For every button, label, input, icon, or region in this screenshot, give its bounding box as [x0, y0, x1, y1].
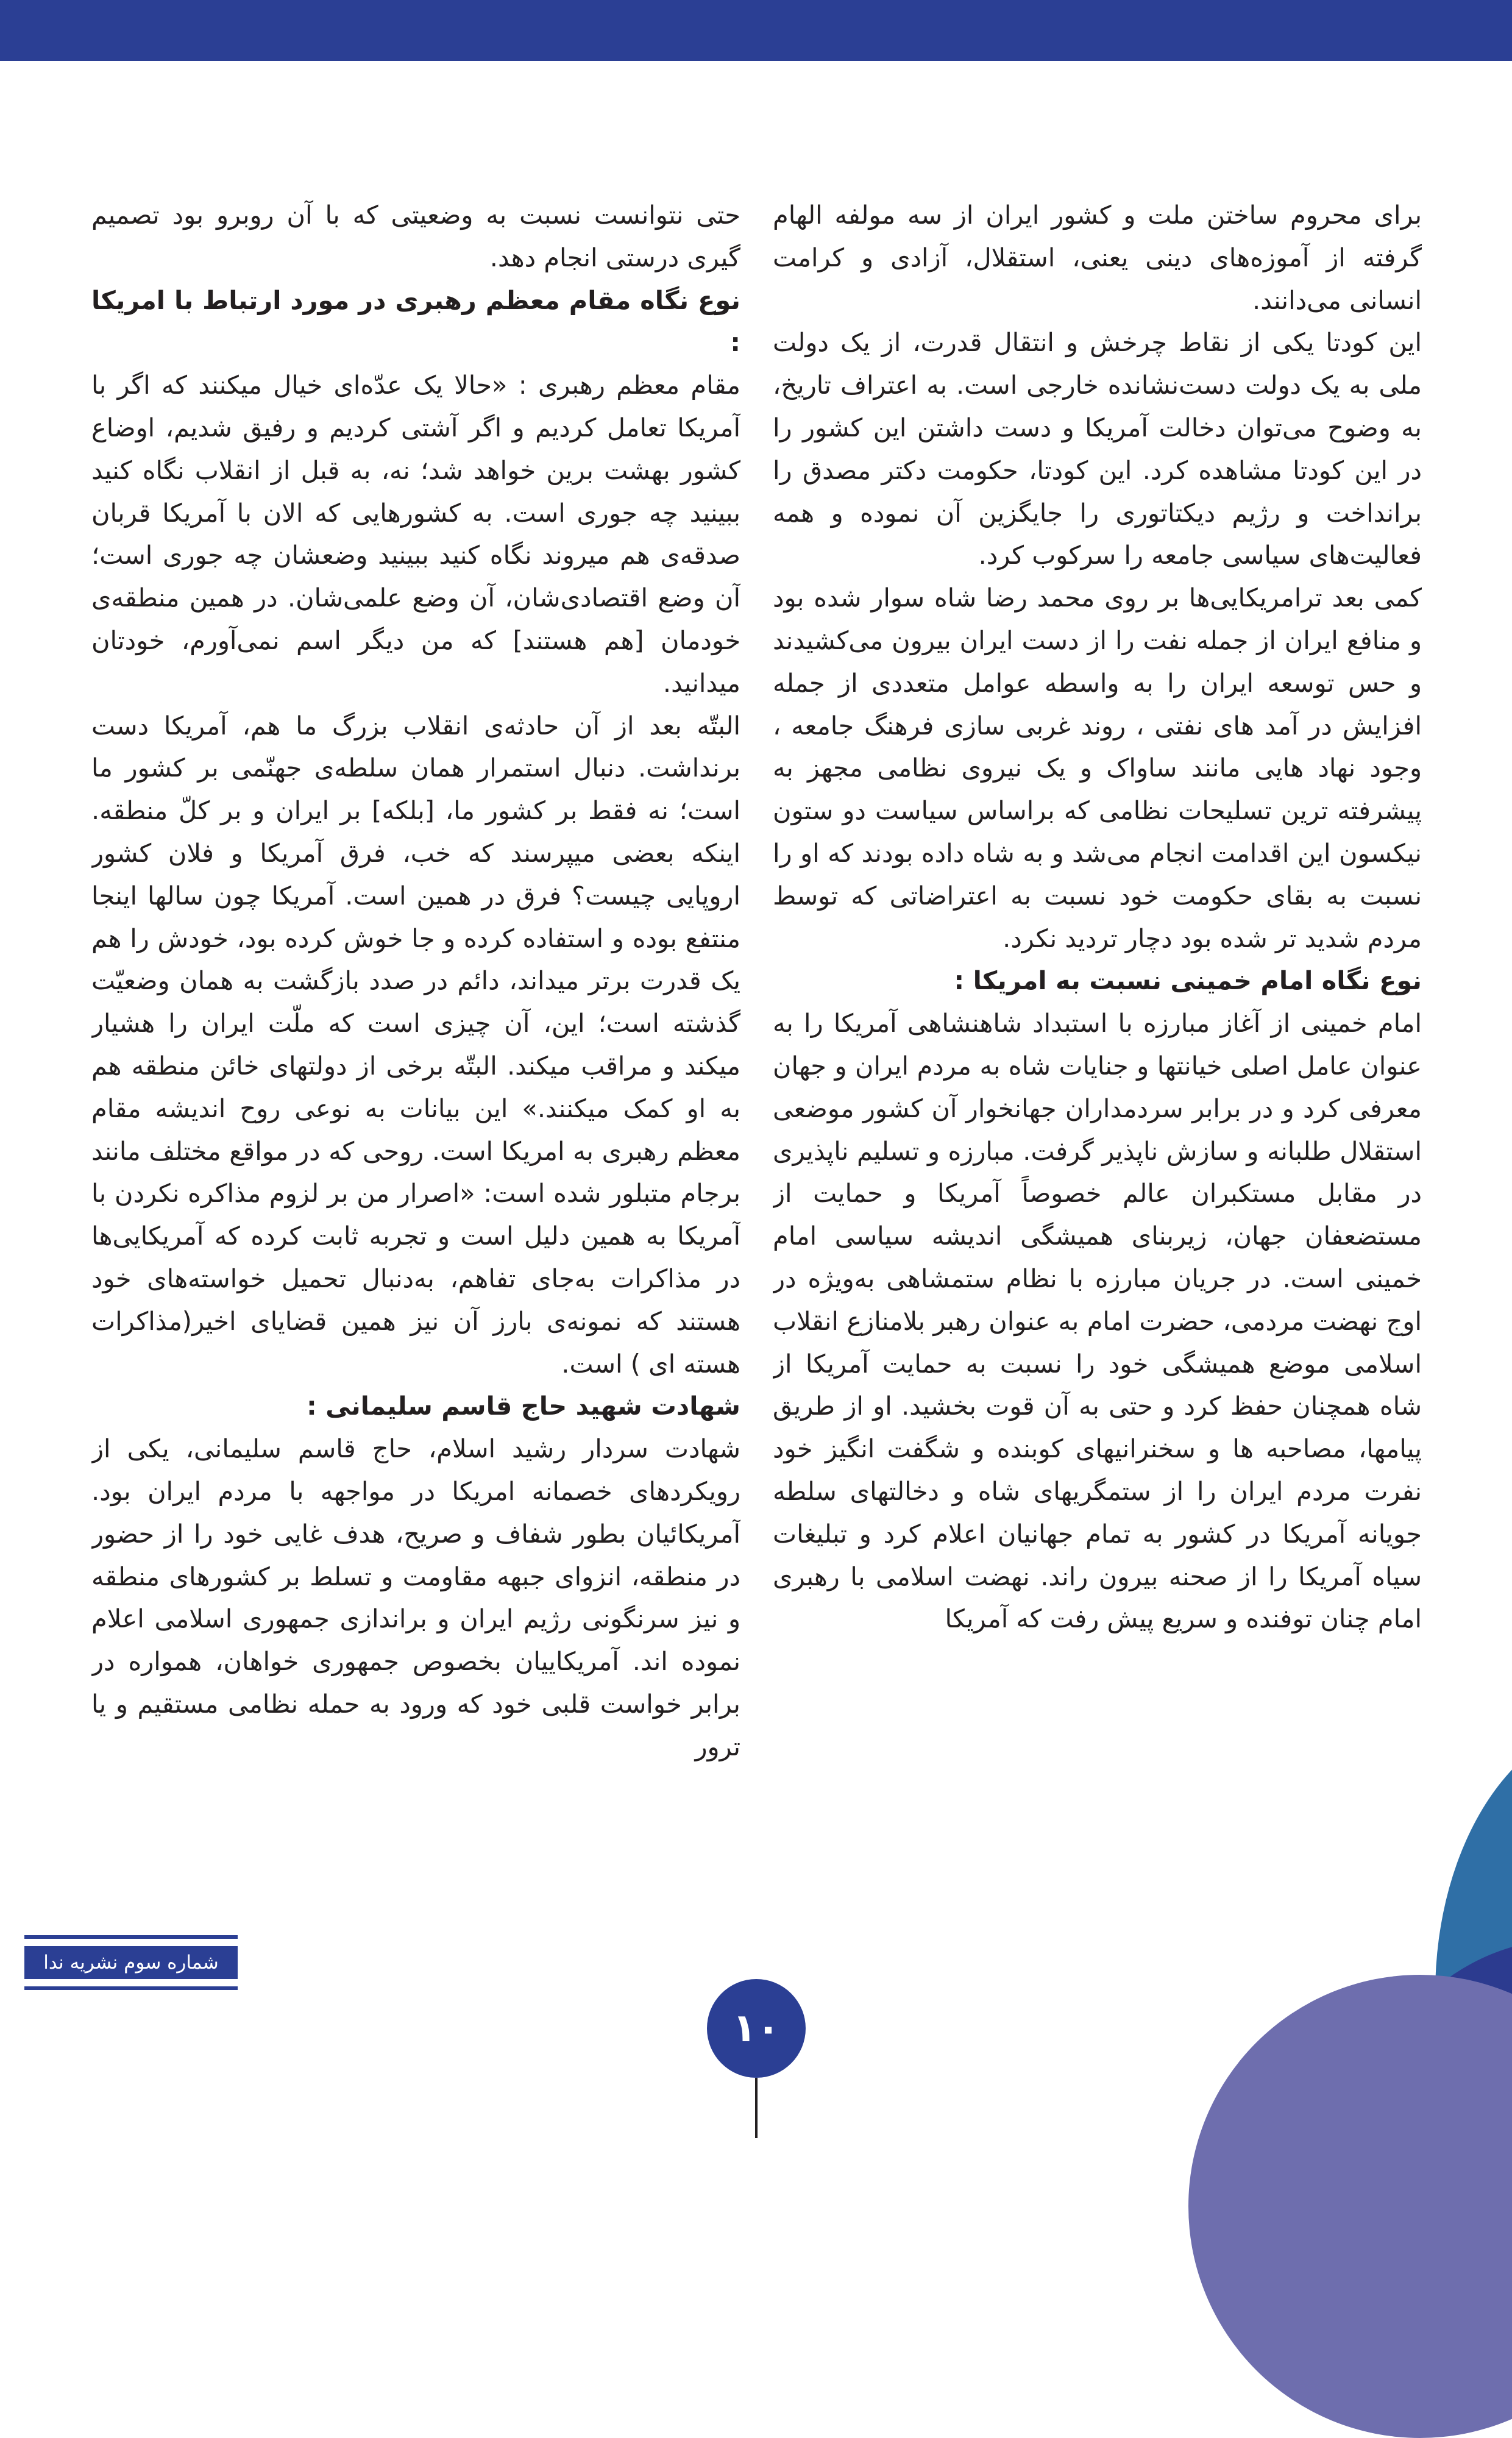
- paragraph: برای محروم ساختن ملت و کشور ایران از سه مولفه الهام گرفته از آموزه‌های دینی یعنی، استقلال، آزادی و کرامت انسانی می‌دانند.: [773, 200, 1422, 315]
- top-header-bar: [0, 0, 1512, 61]
- page-number-line: [755, 2078, 758, 2138]
- paragraph: این کودتا یکی از نقاط چرخش و انتقال قدرت، از یک دولت ملی به یک دولت دست‌نشانده خارجی است. به اعتراف تاریخ، به وضوح می‌توان دخالت آمریکا و دست داشتن این کشور را در این کودتا مشاهده کرد. این کودتا، حکومت دکتر مصدق را براندا‌خت و رژیم دیکتاتوری را جایگزین آن نموده و همه فعالیت‌های سیاسی جامعه را سرکوب کرد.: [773, 327, 1422, 570]
- paragraph: امام خمینی از آغاز مبارزه با استبداد شاهنشاهی آمریکا را به عنوان عامل اصلی خیانتها و جنایات شاه به مردم ایران و جهان معرفی کرد و در برابر سردمداران جهانخوار آن کشور موضعی استقلال طلبانه و سازش ناپذیر گرفت. مبارزه و تسلیم ناپذیری در مقابل مستکبران عالم خصوصاً آمریکا و حمایت از مستضعفان جهان، زیربنای همیشگی اندیشه سیاسی امام خمینی است. در جریان مبارزه با نظام ستمشاهی به‌ویژه در اوج نهضت مردمی، حضرت امام به عنوان رهبر بلامنازع انقلاب اسلامی موضع همیشگی خود را نسبت به حمایت آمریکا از شاه همچنان حفظ کرد و حتی به آن قوت بخشید. او از طریق پیامها، مصاحبه ها و سخنرانیهای کوبنده و شگفت انگیز خود نفرت مردم ایران را از ستمگریهای شاه و دخالتهای سلطه جویانه آمریکا در کشور به تمام جهانیان اعلام کرد و تبلیغات سیاه آمریکا را از صحنه بیرون راند. نهضت اسلامی با رهبری امام چنان توفنده و سریع پیش رفت که آمریکا: [773, 1008, 1422, 1634]
- section-heading: نوع نگاه امام خمینی نسبت به امریکا :: [954, 965, 1422, 996]
- section-heading: شهادت شهید حاج قاسم سلیمانی :: [307, 1391, 740, 1421]
- paragraph: شهادت سردار رشید اسلام، حاج قاسم سلیمانی، یکی از رویکردهای خصمانه امریکا در مواجهه با مردم ایران بود. آمریکائیان بطور شفاف و صریح، هدف غایی خود را از حضور در منطقه، انزوای جبهه مقاومت و تسلط بر کشورهای منطقه و نیز سرنگونی رژیم ایران و براندازی جمهوری اسلامی اعلام نموده اند. آمریکاییان بخصوص جمهوری خواهان، همواره در برابر خواست قلبی خود که ورود به حمله نظامی مستقیم و یا ترور: [91, 1434, 740, 1761]
- left-text-column: [91, 194, 740, 1876]
- paragraph: مقام معظم رهبری : «حالا یک عدّه‌ای خیال میکنند که اگر با آمریکا تعامل کردیم و اگر آشتی کردیم و رفیق شدیم، اوضاع کشور بهشت برین خواهد شد؛ نه، به قبل از انقلاب نگاه کنید ببینید چه جوری است. به کشورهایی که الان با آمریکا قربان صدقه‌ی هم میروند نگاه کنید ببینید وضعشان چه جوری است؛ آن وضع اقتصادی‌شان، آن وضع علمی‌شان. در همین منطقه‌ی خودمان [هم هستند] که من دیگر اسم نمی‌آورم، خودتان میدانید.: [91, 370, 740, 698]
- paragraph: البتّه بعد از آن حادثه‌ی انقلاب بزرگ ما هم، آمریکا دست برنداشت. دنبال استمرار همان سلطه‌ی جهنّمی بر کشور ما است؛ نه فقط بر کشور ما، [بلکه] بر ایران و بر کلّ منطقه. اینکه بعضی میپرسند که خب، فرق آمریکا و فلان کشور اروپایی چیست؟ فرق در همین است. آمریکا چون سالها اینجا منتفع بوده و استفاده کرده و جا خوش کرده بود، خودش را هم یک قدرت برتر میداند، دائم در صدد بازگشت به همان وضعیّت گذشته است؛ این، آن چیزی است که ملّت ایران را هشیار میکند و مراقب میکند. البتّه برخی از دولتهای خائن منطقه هم به او کمک میکنند.» این بیانات به نوعی روح اندیشه مقام معظم رهبری به امریکا است. روحی که در مواقع مختلف مانند برجام متبلور شده است: «اصرار من بر لزوم مذاکره نکردن با آمریکا به همین دلیل است و تجربه ثابت کرده که آمریکایی‌ها در مذاکرات به‌جای تفاهم، به‌دنبال تحمیل خواسته‌های خود هستند که نمونه‌ی بارز آن نیز همین قضایای اخیر(مذاکرات هسته ای ) است.: [91, 710, 740, 1379]
- decorative-circle-lavender: [1188, 1975, 1512, 2438]
- right-text-column: [773, 194, 1422, 1876]
- section-heading: نوع نگاه مقام معظم رهبری در مورد ارتباط با امریکا :: [91, 285, 740, 358]
- paragraph: حتی نتوانست نسبت به وضعیتی که با آن روبرو بود تصمیم گیری درستی انجام دهد.: [91, 200, 740, 272]
- page-number: ۱۰: [707, 1979, 806, 2078]
- issue-label-text: شماره سوم نشریه ندا: [24, 1946, 238, 1979]
- paragraph: کمی بعد ترامریکایی‌ها بر روی محمد رضا شاه سوار شده بود و منافع ایران از جمله نفت را از دست ایران بیرون می‌کشیدند و حس توسعه ایران را به واسطه عوامل متعددی از جمله افزایش در آمد های نفتی ، روند غربی سازی فرهنگ جامعه ، وجود نهاد هایی مانند ساواک و یک نیروی نظامی مجهز به پیشرفته ترین تسلیحات نظامی که براساس سیاست دو ستون نیکسون این اقدامت انجام می‌شد و به شاه داده بودند که او را نسبت به بقای حکومت خود نسبت به اعتراضاتی که توسط مردم شدید تر شده بود دچار تردید نکرد.: [773, 583, 1422, 953]
- issue-label-box: [24, 1935, 238, 1990]
